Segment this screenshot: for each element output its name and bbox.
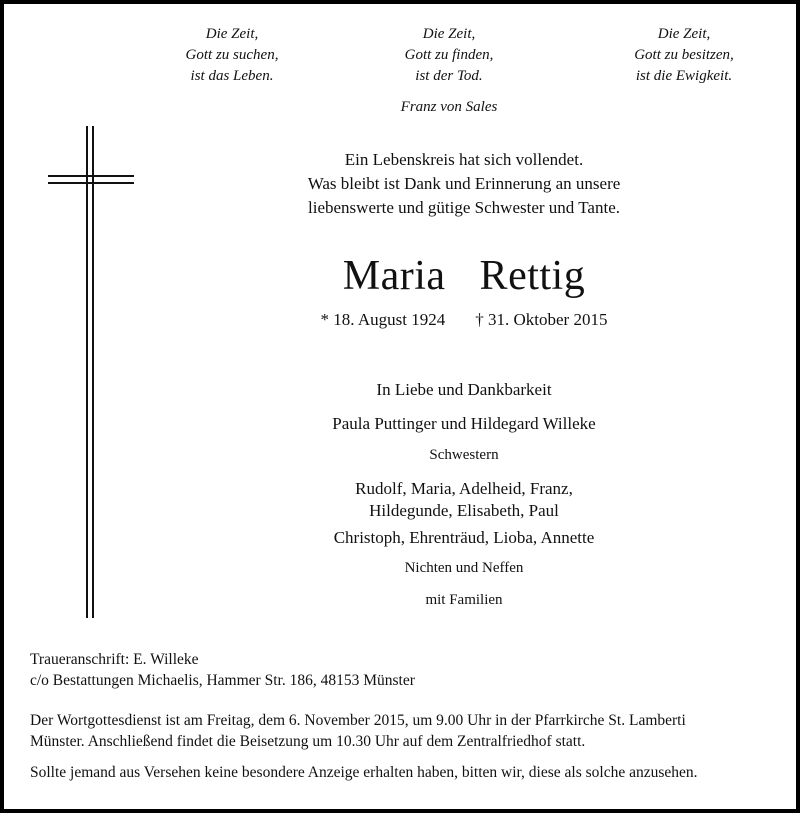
sisters-names: Paula Puttinger und Hildegard Willeke xyxy=(332,414,596,433)
sisters-label: Schwestern xyxy=(429,447,499,463)
address-line: c/o Bestattungen Michaelis, Hammer Str. 186, 48153 Münster xyxy=(30,672,415,689)
relatives-line: Hildegunde, Elisabeth, Paul xyxy=(369,501,559,520)
cross-icon-horizontal xyxy=(48,175,134,184)
quote-line: ist der Tod. xyxy=(415,68,483,84)
service-line: Der Wortgottesdienst ist am Freitag, dem 6. November 2015, um 9.00 Uhr in der Pfarrkirche St. Lamberti xyxy=(30,712,686,729)
quote-line: Die Zeit, xyxy=(657,26,711,42)
birth-date: * 18. August 1924 xyxy=(320,310,446,329)
nieces-label: Nichten und Neffen xyxy=(404,560,524,576)
families-label: mit Familien xyxy=(425,592,503,608)
obituary-card xyxy=(4,4,796,809)
quote-right xyxy=(584,24,784,87)
quote-left xyxy=(132,24,332,87)
deceased-name: Maria Rettig xyxy=(342,253,586,299)
death-date: † 31. Oktober 2015 xyxy=(475,310,608,329)
intro-line: liebenswerte und gütige Schwester und Tante. xyxy=(308,198,620,217)
mourning-address xyxy=(30,649,780,691)
service-info xyxy=(30,710,780,752)
intro-line: Ein Lebenskreis hat sich vollendet. xyxy=(344,150,584,169)
quote-line: Gott zu suchen, xyxy=(185,47,279,63)
quote-center xyxy=(349,24,549,87)
quote-line: Gott zu besitzen, xyxy=(634,47,734,63)
notice-text: Sollte jemand aus Versehen keine besondere Anzeige erhalten haben, bitten wir, diese als solche anzusehen. xyxy=(30,764,698,781)
quote-line: Gott zu finden, xyxy=(404,47,494,63)
quote-line: ist das Leben. xyxy=(190,68,274,84)
intro-line: Was bleibt ist Dank und Erinnerung an unsere xyxy=(307,174,621,193)
quote-author: Franz von Sales xyxy=(400,99,498,115)
mourners-heading: In Liebe und Dankbarkeit xyxy=(376,380,552,399)
quote-line: Die Zeit, xyxy=(205,26,259,42)
intro-text xyxy=(274,148,654,220)
quote-line: Die Zeit, xyxy=(422,26,476,42)
relatives-line: Christoph, Ehrenträud, Lioba, Annette xyxy=(333,528,595,547)
cross-icon-vertical xyxy=(86,126,94,618)
relatives-line: Rudolf, Maria, Adelheid, Franz, xyxy=(355,479,573,498)
service-line: Münster. Anschließend findet die Beisetzung um 10.30 Uhr auf dem Zentralfriedhof statt. xyxy=(30,733,586,750)
life-dates xyxy=(264,310,664,330)
quote-line: ist die Ewigkeit. xyxy=(635,68,733,84)
address-line: Traueranschrift: E. Willeke xyxy=(30,651,199,668)
